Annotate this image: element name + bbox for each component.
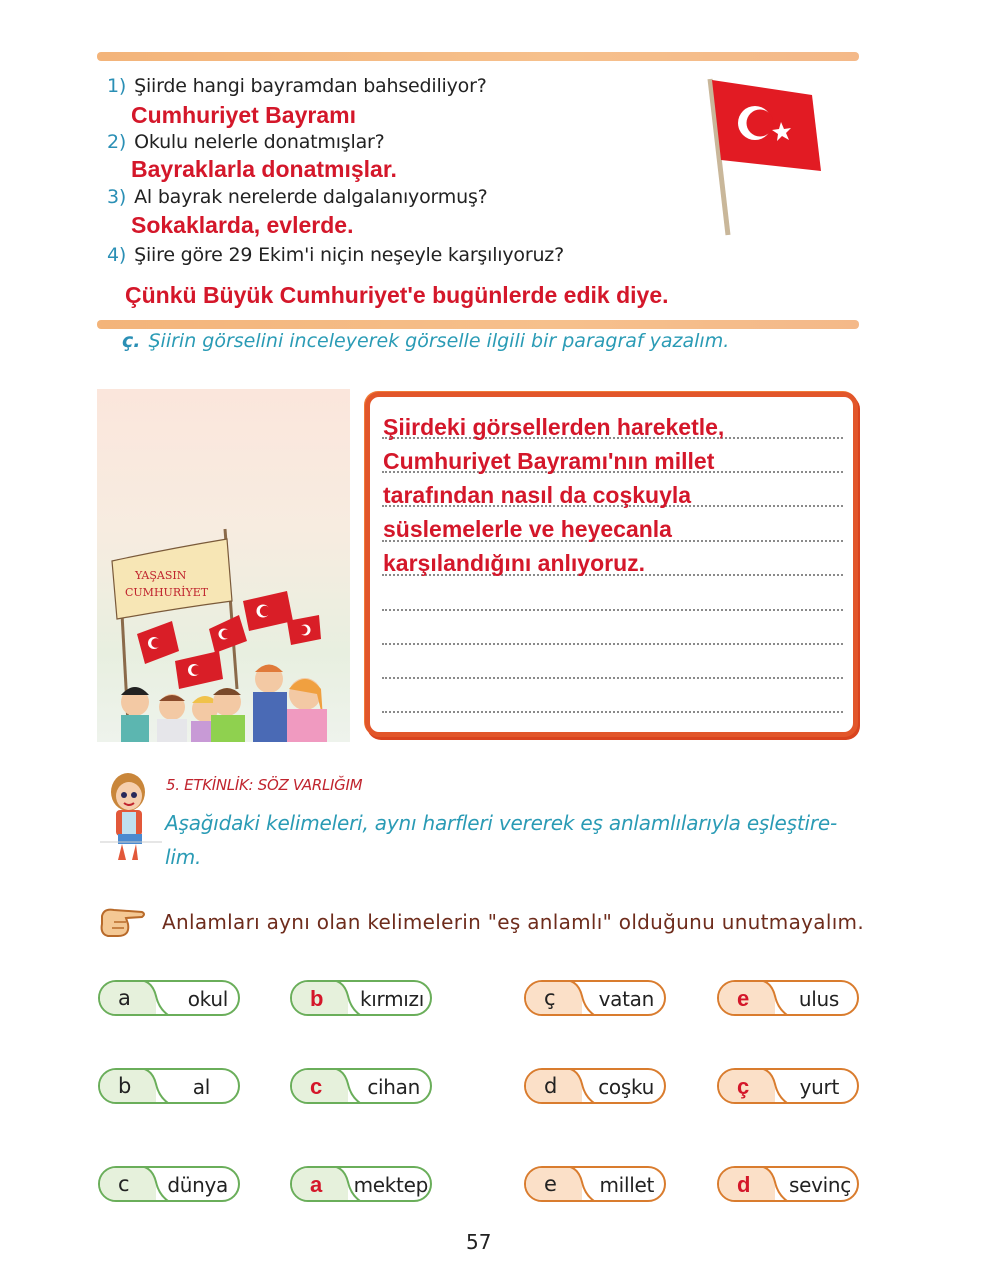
divider-curve [138,1068,178,1104]
divider-curve [138,980,178,1016]
match-word: cihan [367,1075,420,1099]
match-pill-okul[interactable] [98,980,240,1016]
question-2 [107,131,385,153]
tip-text: Anlamları aynı olan kelimelerin "eş anlamlı" olduğunu unutmayalım. [162,910,864,934]
match-pill-sevinc[interactable] [717,1166,859,1202]
divider-curve [757,980,797,1016]
match-word: mektep [353,1173,428,1197]
paragraph-line-1: Şiirdeki görsellerden hareketle, [383,414,725,440]
match-pill-cosku[interactable] [524,1068,666,1104]
match-pill-kirmizi[interactable] [290,980,432,1016]
section-c-instruction [122,330,729,352]
answer-4: Çünkü Büyük Cumhuriyet'e bugünlerde edik diye. [125,282,669,308]
match-word: dünya [167,1173,228,1197]
writing-line [382,677,843,679]
match-pill-ulus[interactable] [717,980,859,1016]
page-number: 57 [466,1230,492,1254]
section-label: ç. [122,330,141,352]
children [121,665,327,743]
question-number: 4) [107,244,127,266]
match-letter: a [118,986,131,1010]
question-text: Şiirde hangi bayramdan bahsediliyor? [134,75,487,97]
top-divider [97,52,859,61]
question-text: Şiire göre 29 Ekim'i niçin neşeyle karşılıyoruz? [134,244,564,266]
instruction-text: Şiirin görselini inceleyerek görselle ilgili bir paragraf yazalım. [148,330,730,352]
match-answer-letter[interactable]: d [737,1172,751,1197]
match-pill-al[interactable] [98,1068,240,1104]
match-letter: ç [544,986,556,1010]
match-letter: e [544,1172,557,1196]
match-letter: b [118,1074,132,1098]
divider-curve [757,1068,797,1104]
question-number: 2) [107,131,127,153]
writing-line [382,711,843,713]
child-mascot-icon [98,768,163,863]
pointing-hand-icon [98,902,148,942]
svg-text:CUMHURİYET: CUMHURİYET [125,586,209,599]
match-answer-letter[interactable]: b [310,986,324,1011]
match-pill-vatan[interactable] [524,980,666,1016]
svg-text:YAŞASIN: YAŞASIN [135,569,187,582]
children-parade-image [97,389,350,742]
flag-4 [243,591,293,631]
match-letter: d [544,1074,558,1098]
match-word: yurt [799,1075,839,1099]
flag-1 [137,621,179,664]
paragraph-line-2: Cumhuriyet Bayramı'nın millet [383,448,715,474]
match-word: al [192,1075,210,1099]
match-word: kırmızı [359,987,424,1011]
match-pill-dunya[interactable] [98,1166,240,1202]
match-answer-letter[interactable]: ç [737,1074,750,1099]
answer-3: Sokaklarda, evlerde. [131,212,354,238]
flag-3 [209,615,247,653]
match-pill-yurt[interactable] [717,1068,859,1104]
match-answer-letter[interactable]: e [737,986,750,1011]
match-answer-letter[interactable]: a [310,1172,323,1197]
activity-description: Aşağıdaki kelimeleri, aynı harfleri vererek eş anlamlılarıyla eşleştire-lim. [165,811,837,869]
match-letter: c [118,1172,130,1196]
answer-2: Bayraklarla donatmışlar. [131,156,397,182]
question-text: Okulu nelerle donatmışlar? [134,131,385,153]
question-number: 3) [107,186,127,208]
paragraph-line-4: süslemelerle ve heyecanla [383,516,672,542]
divider-curve [330,1068,370,1104]
section-divider [97,320,859,329]
paragraph-writing-box[interactable] [365,392,858,737]
match-word: ulus [798,987,839,1011]
question-4 [107,244,564,266]
match-answer-letter[interactable]: c [310,1074,323,1099]
match-word: vatan [598,987,654,1011]
poem-illustration [97,389,350,742]
match-pill-mektep[interactable] [290,1166,432,1202]
question-3 [107,186,488,208]
match-pill-millet[interactable] [524,1166,666,1202]
match-word: okul [187,987,228,1011]
writing-line [382,643,843,645]
match-pill-cihan[interactable] [290,1068,432,1104]
paragraph-line-3: tarafından nasıl da coşkuyla [383,482,692,508]
paragraph-line-5: karşılandığını anlıyoruz. [383,550,646,576]
turkish-flag-icon [700,75,830,240]
match-word: coşku [598,1075,654,1099]
divider-curve [564,1166,604,1202]
match-word: millet [599,1173,654,1197]
answer-1: Cumhuriyet Bayramı [131,102,356,128]
activity-title: 5. ETKİNLİK: SÖZ VARLIĞIM [166,776,363,794]
question-number: 1) [107,75,127,97]
match-word: sevinç [789,1173,851,1197]
flag-2 [175,651,223,689]
question-text: Al bayrak nerelerde dalgalanıyormuş? [134,186,488,208]
writing-line [382,609,843,611]
question-1 [107,75,487,97]
